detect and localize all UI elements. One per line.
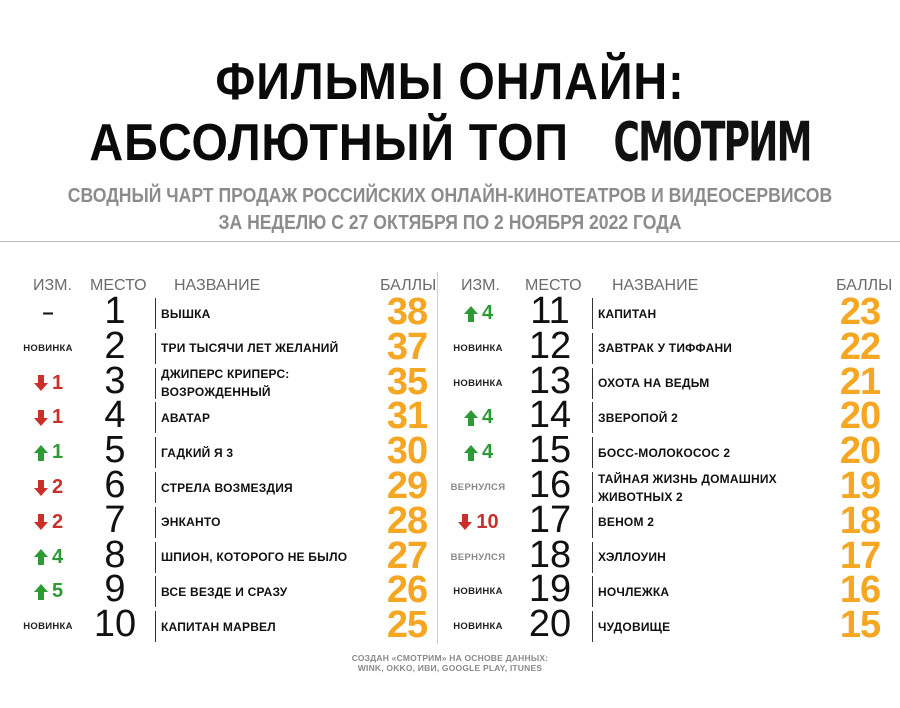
change-cell [438,574,518,609]
change-value: 2 [51,510,64,533]
change-value: 4 [481,302,494,324]
movie-title: ХЭЛЛОУИН [598,550,667,565]
change-cell [438,505,518,540]
change-value: 5 [51,580,64,603]
title-cell [592,298,838,329]
title-cell [592,507,838,538]
subtitle-line2: ЗА НЕДЕЛЮ С 27 ОКТЯБРЯ ПО 2 НОЯБРЯ 2022 ГОДА [218,212,682,234]
change-cell [438,470,518,505]
change-cell [438,609,518,644]
title-cell [592,576,838,607]
score-value: 35 [386,360,428,403]
change-value: 1 [51,406,64,429]
place-number: 18 [528,533,572,576]
title-cell [592,333,838,364]
place-number: 16 [528,464,572,506]
change-value: 4 [481,441,494,464]
page-title-text: АБСОЛЮТНЫЙ ТОП [89,114,569,173]
change-value: 10 [476,510,499,533]
arrow-up-icon [463,444,479,462]
footer-line1: СОЗДАН «СМОТРИМ» НА ОСНОВЕ ДАННЫХ: [351,653,549,663]
movie-title: ЭНКАНТО [161,515,221,530]
change-cell [438,400,518,435]
title-cell [592,472,838,503]
place-number: 11 [530,290,570,332]
score-value: 25 [386,604,428,647]
score-value: 22 [839,325,881,368]
place-number: 4 [104,394,126,437]
movie-title: ВСЕ ВЕЗДЕ И СРАЗУ [161,584,288,599]
score-value: 20 [839,395,881,438]
change-value: ВЕРНУЛСЯ [450,551,506,563]
table-row [0,324,900,368]
place-number: 14 [528,394,572,437]
place-number: 12 [528,324,572,367]
page-title-line1: ФИЛЬМЫ ОНЛАЙН: [215,53,685,111]
change-value: 1 [51,371,64,394]
score-value: 31 [386,395,428,438]
score-value: 18 [839,499,881,542]
place-number: 15 [528,429,572,472]
score-value: 17 [839,534,881,577]
place-number: 20 [528,603,572,646]
place-number: 13 [528,359,572,402]
table-row [0,464,900,507]
table-row [0,568,900,612]
smotrim-logo: СМОТРИМ [613,112,811,175]
arrow-up-icon [463,305,479,323]
place-number: 6 [104,464,126,506]
change-value: НОВИНКА [453,377,503,389]
table-row [0,359,900,403]
change-value: 4 [51,545,64,568]
place-number: 7 [104,498,126,541]
movie-title: АВАТАР [161,410,211,425]
table-row [0,498,900,542]
place-number: 2 [104,324,126,367]
place-number: 10 [93,603,137,646]
header-divider [0,241,900,242]
score-value: 37 [386,325,428,368]
score-value: 23 [839,291,881,333]
change-cell [438,331,518,366]
movie-title: ВЫШКА [161,306,211,321]
change-value: 2 [51,476,64,498]
place-number: 19 [528,568,572,611]
title-cell [592,437,838,468]
change-value: 4 [481,406,494,429]
score-value: 19 [839,465,881,507]
page-title-line2 [45,110,855,173]
change-value: НОВИНКА [453,342,503,354]
place-number: 9 [104,568,126,611]
movie-title: БОСС-МОЛОКОСОС 2 [598,445,731,460]
movie-title: ЗВЕРОПОЙ 2 [598,410,678,425]
change-cell [438,366,518,401]
movie-title: ТРИ ТЫСЯЧИ ЛЕТ ЖЕЛАНИЙ [161,341,339,356]
place-number: 8 [104,533,126,576]
change-value: 1 [51,441,64,464]
change-value: НОВИНКА [23,621,73,633]
score-value: 38 [386,291,428,333]
movie-title: ТАЙНАЯ ЖИЗНЬ ДОМАШНИХ ЖИВОТНЫХ 2 [598,471,777,504]
change-cell [438,435,518,470]
movie-title: ШПИОН, КОТОРОГО НЕ БЫЛО [161,550,348,565]
table-row [0,603,900,647]
movie-title: НОЧЛЕЖКА [598,584,670,599]
table-row [0,533,900,577]
change-cell [438,296,518,331]
movie-title: ОХОТА НА ВЕДЬМ [598,376,710,391]
header-score: БАЛЛЫ [380,277,437,294]
place-number: 3 [104,359,126,402]
movie-title: ЧУДОВИЩЕ [598,619,671,634]
score-value: 20 [839,430,881,473]
header-place: МЕСТО [90,277,147,294]
change-value: НОВИНКА [453,621,503,633]
movie-title: ЗАВТРАК У ТИФФАНИ [598,341,733,356]
score-value: 29 [386,465,428,507]
table-row [0,394,900,438]
header-score-right: БАЛЛЫ [836,277,893,294]
title-cell [592,611,838,642]
change-value: НОВИНКА [23,342,73,354]
movie-title: КАПИТАН [598,306,657,321]
change-value: ВЕРНУЛСЯ [450,482,506,493]
change-value: – [42,302,54,324]
table-row [0,429,900,473]
arrow-up-icon [463,409,479,427]
place-number: 1 [104,290,126,332]
header-title-right: НАЗВАНИЕ [612,277,699,294]
change-value: НОВИНКА [453,586,503,598]
score-value: 21 [839,360,881,403]
title-cell [592,368,838,399]
header-place-right: МЕСТО [525,277,582,294]
arrow-down-icon [457,513,473,531]
movie-title: ДЖИПЕРС КРИПЕРС: ВОЗРОЖДЕННЫЙ [161,367,290,400]
header-change: ИЗМ. [33,277,72,294]
change-cell [438,540,518,575]
movie-title: ВЕНОМ 2 [598,515,655,530]
place-number: 5 [104,429,126,472]
footer-line2: WINK, OKKO, ИВИ, GOOGLE PLAY, ITUNES [357,663,543,673]
movie-title: СТРЕЛА ВОЗМЕЗДИЯ [161,480,293,495]
title-cell [592,402,838,433]
score-value: 30 [386,430,428,473]
movie-title: ГАДКИЙ Я 3 [161,445,234,460]
header-change-right: ИЗМ. [461,277,500,294]
place-number: 17 [528,498,572,541]
score-value: 15 [839,604,881,647]
title-cell [592,542,838,573]
score-value: 16 [839,569,881,612]
subtitle-line1: СВОДНЫЙ ЧАРТ ПРОДАЖ РОССИЙСКИХ ОНЛАЙН-КИНОТЕАТРОВ И ВИДЕОСЕРВИСОВ [67,185,833,207]
movie-title: КАПИТАН МАРВЕЛ [161,619,276,634]
score-value: 28 [386,499,428,542]
score-value: 26 [386,569,428,612]
table-row [0,290,900,333]
header-title: НАЗВАНИЕ [174,277,261,294]
score-value: 27 [386,534,428,577]
